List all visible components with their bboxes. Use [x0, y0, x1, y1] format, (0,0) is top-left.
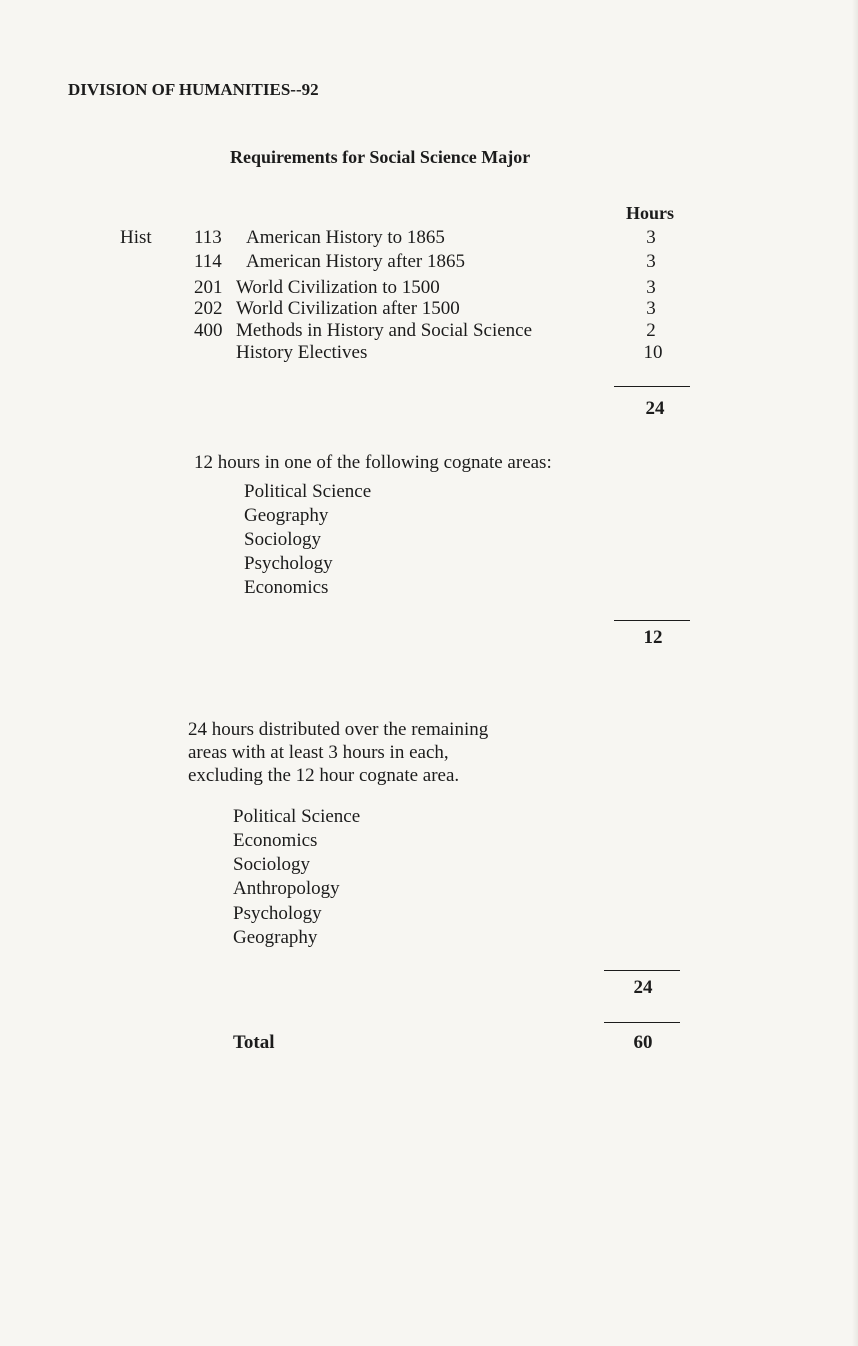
course-name: American History to 1865: [246, 227, 445, 248]
course-number: 113: [194, 227, 222, 248]
course-name: History Electives: [236, 342, 368, 363]
page-title: Requirements for Social Science Major: [230, 147, 531, 167]
course-hours: 3: [646, 251, 656, 272]
course-hours: 2: [646, 320, 656, 341]
distributed-intro-line: excluding the 12 hour cognate area.: [188, 765, 460, 786]
cognate-area: Geography: [244, 505, 329, 526]
distributed-subtotal: 24: [633, 977, 653, 998]
course-name: World Civilization after 1500: [236, 298, 460, 319]
cognate-area: Political Science: [244, 481, 372, 502]
course-number: 202: [194, 298, 223, 319]
course-hours: 3: [646, 298, 656, 319]
subtotal-rule: [604, 970, 680, 971]
history-subtotal: 24: [645, 398, 665, 419]
distributed-intro-line: areas with at least 3 hours in each,: [188, 742, 449, 763]
cognate-subtotal: 12: [643, 627, 663, 648]
total-rule: [604, 1022, 680, 1023]
distributed-area: Economics: [233, 830, 318, 851]
distributed-area: Anthropology: [233, 878, 340, 899]
grand-total: 60: [633, 1032, 653, 1053]
subtotal-rule: [614, 386, 690, 387]
cognate-area: Psychology: [244, 553, 333, 574]
course-number: 114: [194, 251, 222, 272]
course-name: American History after 1865: [246, 251, 465, 272]
total-label: Total: [233, 1032, 275, 1053]
course-name: World Civilization to 1500: [236, 277, 440, 298]
course-hours: 3: [646, 227, 656, 248]
distributed-area: Sociology: [233, 854, 311, 875]
course-name: Methods in History and Social Science: [236, 320, 533, 341]
distributed-area: Geography: [233, 927, 318, 948]
course-number: 400: [194, 320, 223, 341]
course-hours: 10: [643, 342, 663, 363]
distributed-area: Psychology: [233, 903, 322, 924]
distributed-area: Political Science: [233, 806, 361, 827]
course-number: 201: [194, 277, 223, 298]
page-header: DIVISION OF HUMANITIES--92: [68, 80, 319, 99]
subtotal-rule: [614, 620, 690, 621]
hours-column-header: Hours: [626, 203, 675, 223]
department-label: Hist: [120, 227, 152, 248]
cognate-area: Sociology: [244, 529, 322, 550]
course-hours: 3: [646, 277, 656, 298]
cognate-area: Economics: [244, 577, 329, 598]
cognate-intro: 12 hours in one of the following cognate areas:: [194, 452, 552, 473]
page-edge: [852, 0, 858, 1346]
distributed-intro-line: 24 hours distributed over the remaining: [188, 719, 489, 740]
